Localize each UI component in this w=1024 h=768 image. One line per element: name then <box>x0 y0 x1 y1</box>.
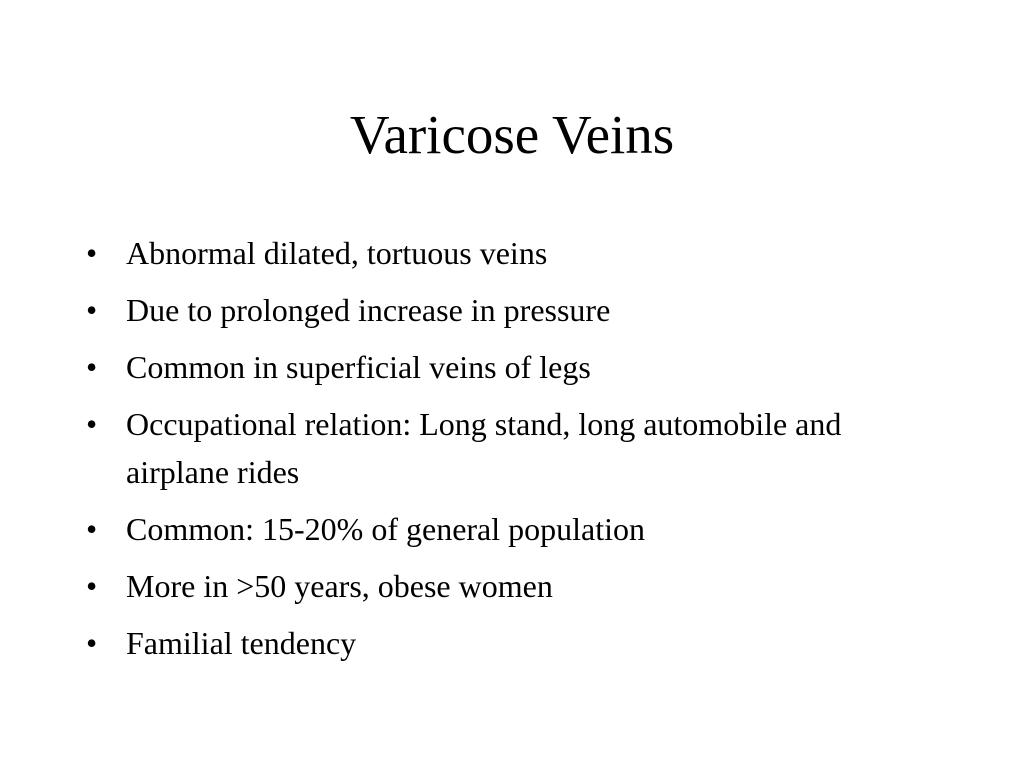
slide-title: Varicose Veins <box>349 104 675 165</box>
bullet-dot: • <box>86 235 98 271</box>
list-item <box>0 343 1024 391</box>
list-item <box>0 229 1024 277</box>
bullet-list <box>0 229 1024 676</box>
list-item <box>0 619 1024 667</box>
bullet-dot: • <box>86 625 98 661</box>
bullet-dot: • <box>86 406 98 442</box>
list-item <box>0 505 1024 553</box>
list-item <box>0 562 1024 610</box>
list-item <box>0 400 1024 496</box>
bullet-dot: • <box>86 511 98 547</box>
bullet-text: Abnormal dilated, tortuous veins <box>126 235 548 271</box>
bullet-text: Common: 15-20% of general population <box>126 511 646 547</box>
bullet-dot: • <box>86 292 98 328</box>
bullet-text: Due to prolonged increase in pressure <box>126 292 611 328</box>
list-item <box>0 286 1024 334</box>
bullet-text: Common in superficial veins of legs <box>126 349 591 385</box>
bullet-text: More in >50 years, obese women <box>126 568 553 604</box>
bullet-dot: • <box>86 568 98 604</box>
bullet-dot: • <box>86 349 98 385</box>
bullet-text: Occupational relation: Long stand, long automobile and airplane rides <box>126 406 842 490</box>
bullet-text: Familial tendency <box>126 625 357 661</box>
